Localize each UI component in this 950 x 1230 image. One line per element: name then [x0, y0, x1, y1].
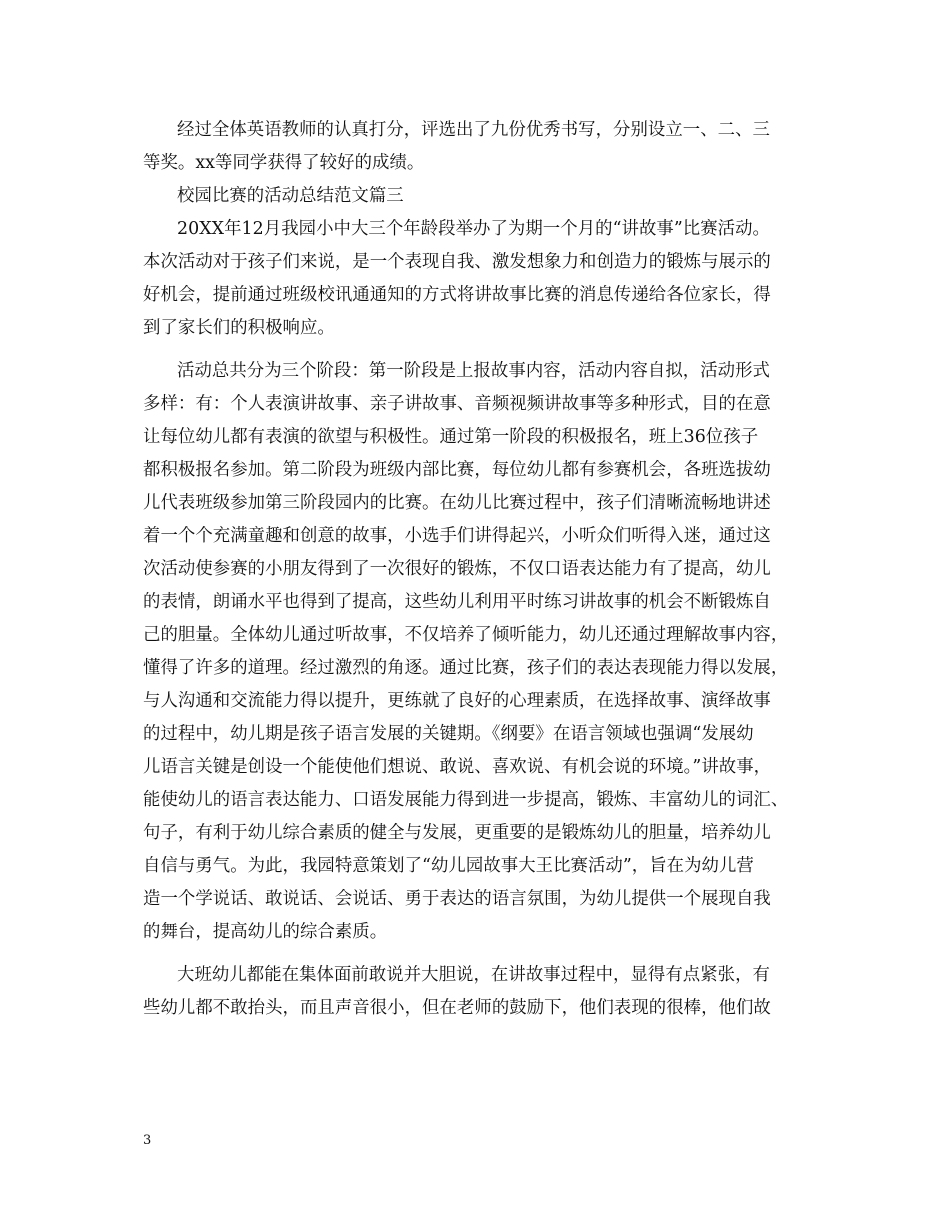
text-line: 些幼儿都不敢抬头，而且声音很小，但在老师的鼓励下，他们表现的很棒，他们故 — [143, 998, 771, 1018]
text-line: 让每位幼儿都有表演的欲望与积极性。通过第一阶段的积极报名，班上36位孩子 — [143, 427, 759, 447]
text-line: 句子，有利于幼儿综合素质的健全与发展，更重要的是锻炼幼儿的胆量，培养幼儿 — [143, 823, 771, 843]
text-line: 自信与勇气。为此，我园特意策划了“幼儿园故事大王比赛活动”，旨在为幼儿营 — [143, 856, 754, 876]
text-line: 儿语言关键是创设一个能使他们想说、敢说、喜欢说、有机会说的环境。”讲故事， — [143, 757, 772, 777]
text-line: 大班幼儿都能在集体面前敢说并大胆说，在讲故事过程中，显得有点紧张，有 — [177, 965, 770, 985]
text-line: 的过程中，幼儿期是孩子语言发展的关键期。《纲要》在语言领域也强调“发展幼 — [143, 724, 754, 744]
text-line: 等奖。xx等同学获得了较好的成绩。 — [143, 153, 425, 173]
text-line: 己的胆量。全体幼儿通过听故事，不仅培养了倾听能力，幼儿还通过理解故事内容， — [143, 625, 789, 645]
text-line: 的舞台，提高幼儿的综合素质。 — [143, 922, 388, 942]
text-line: 造一个学说话、敢说话、会说话、勇于表达的语言氛围，为幼儿提供一个展现自我 — [143, 889, 771, 909]
text-line: 活动总共分为三个阶段：第一阶段是上报故事内容，活动内容自拟，活动形式 — [177, 361, 770, 381]
text-line: 经过全体英语教师的认真打分，评选出了九份优秀书写，分别设立一、二、三 — [177, 120, 770, 140]
text-line: 到了家长们的积极响应。 — [143, 318, 335, 338]
text-line: 本次活动对于孩子们来说，是一个表现自我、激发想象力和创造力的锻炼与展示的 — [143, 252, 771, 272]
text-line: 着一个个充满童趣和创意的故事，小选手们讲得起兴，小听众们听得入迷，通过这 — [143, 526, 771, 546]
section-heading: 校园比赛的活动总结范文篇三 — [177, 186, 404, 206]
text-line: 都积极报名参加。第二阶段为班级内部比赛，每位幼儿都有参赛机会，各班选拔幼 — [143, 460, 771, 480]
text-line: 多样：有：个人表演讲故事、亲子讲故事、音频视频讲故事等多种形式，目的在意 — [143, 394, 771, 414]
text-line: 好机会，提前通过班级校讯通通知的方式将讲故事比赛的消息传递给各位家长，得 — [143, 285, 771, 305]
text-line: 儿代表班级参加第三阶段园内的比赛。在幼儿比赛过程中，孩子们清晰流畅地讲述 — [143, 493, 771, 513]
page-number: 3 — [143, 1133, 152, 1148]
text-line: 懂得了许多的道理。经过激烈的角逐。通过比赛，孩子们的表达表现能力得以发展， — [143, 658, 789, 678]
text-line: 20XX年12月我园小中大三个年龄段举办了为期一个月的“讲故事”比赛活动。 — [177, 219, 770, 239]
text-line: 能使幼儿的语言表达能力、口语发展能力得到进一步提高，锻炼、丰富幼儿的词汇、 — [143, 790, 789, 810]
text-line: 次活动使参赛的小朋友得到了一次很好的锻炼，不仅口语表达能力有了提高，幼儿 — [143, 559, 771, 579]
text-line: 的表情，朗诵水平也得到了提高，这些幼儿利用平时练习讲故事的机会不断锻炼自 — [143, 592, 771, 612]
text-line: 与人沟通和交流能力得以提升，更练就了良好的心理素质，在选择故事、演绎故事 — [143, 691, 771, 711]
